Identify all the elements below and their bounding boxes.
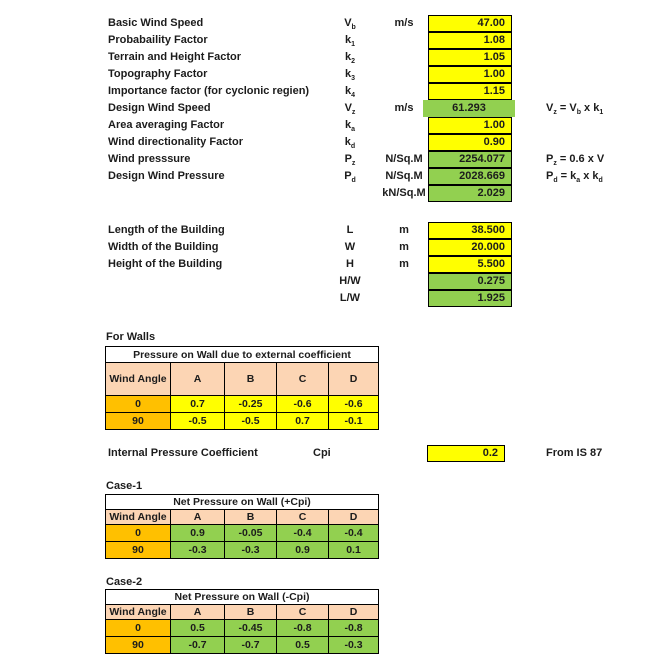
case2-net-pressure-table [105,589,379,654]
parameter-symbol: $k_2$ [344,51,356,65]
parameter-value-cell[interactable]: 2254.077 [428,151,512,168]
case1-header-a: A [171,510,225,525]
parameter-symbol: $k_1$ [344,34,356,48]
parameter-value-cell[interactable]: 1.925 [428,290,512,307]
walls-coef-cell[interactable]: -0.6 [277,396,329,413]
parameter-value-cell[interactable]: 1.05 [428,49,512,66]
parameter-symbol: $P_d$ [344,170,356,184]
parameter-symbol: L/W [339,292,361,304]
cpi-symbol: Cpi [313,447,331,459]
parameter-symbol: $V_z$ [344,102,356,116]
parameter-symbol: $k_a$ [344,119,356,133]
parameter-symbol: $P_z$ [344,153,356,167]
case2-angle-cell[interactable]: 0 [106,620,171,637]
parameter-row [0,134,660,151]
parameter-row [0,151,660,168]
parameter-row [0,256,660,273]
case2-value-cell[interactable]: -0.45 [225,620,277,637]
case2-angle-cell[interactable]: 90 [106,637,171,654]
parameter-label: Design Wind Speed [108,102,211,114]
parameter-label: Design Wind Pressure [108,170,225,182]
parameter-row [0,222,660,239]
case1-header-c: C [277,510,329,525]
parameter-unit: m [399,224,409,236]
parameter-unit: kN/Sq.M [382,187,426,199]
parameter-label: Basic Wind Speed [108,17,204,29]
parameter-symbol: H/W [339,275,361,287]
parameter-formula: $P_d = k_a$ x $k_d$ [546,170,603,184]
walls-angle-cell[interactable]: 90 [106,413,171,430]
case2-value-cell[interactable]: -0.8 [329,620,379,637]
parameter-unit: m/s [394,102,414,114]
case1-value-cell[interactable]: -0.4 [329,525,379,542]
parameter-value-cell[interactable]: 5.500 [428,256,512,273]
walls-coef-cell[interactable]: -0.5 [225,413,277,430]
walls-coef-cell[interactable]: -0.6 [329,396,379,413]
parameter-formula: $V_z = V_b$ x $k_1$ [546,102,604,116]
case1-value-cell[interactable]: -0.4 [277,525,329,542]
case1-table-title: Net Pressure on Wall (+Cpi) [106,495,379,510]
walls-coef-cell[interactable]: 0.7 [171,396,225,413]
walls-coef-cell[interactable]: -0.25 [225,396,277,413]
parameter-value-cell[interactable]: 38.500 [428,222,512,239]
parameter-value-cell[interactable]: 20.000 [428,239,512,256]
case1-header-d: D [329,510,379,525]
parameter-label: Wind presssure [108,153,191,165]
case1-section-label: Case-1 [106,480,143,492]
case2-section-label: Case-2 [106,576,143,588]
parameter-value-cell[interactable]: 2.029 [428,185,512,202]
case1-value-cell[interactable]: -0.3 [171,542,225,559]
parameter-label: Length of the Building [108,224,225,236]
parameter-row [0,168,660,185]
parameter-symbol: $k_4$ [344,85,356,99]
case1-value-cell[interactable]: 0.9 [277,542,329,559]
case2-header-wind-angle: Wind Angle [106,605,171,620]
case2-header-a: A [171,605,225,620]
walls-header-b: B [225,363,277,396]
case1-header-b: B [225,510,277,525]
walls-section-label: For Walls [106,331,156,343]
case2-value-cell[interactable]: 0.5 [277,637,329,654]
walls-header-c: C [277,363,329,396]
parameter-label: Probabaility Factor [108,34,208,46]
parameter-symbol: W [344,241,356,253]
parameter-value-cell[interactable]: 1.00 [428,66,512,83]
case2-value-cell[interactable]: -0.3 [329,637,379,654]
cpi-label: Internal Pressure Coefficient [108,447,258,459]
parameter-unit: m/s [394,17,414,29]
walls-coefficient-table [105,346,379,430]
parameter-value-cell[interactable]: 2028.669 [428,168,512,185]
parameter-value-cell[interactable]: 61.293 [423,100,515,117]
parameter-unit: m [399,241,409,253]
case1-net-pressure-table [105,494,379,559]
parameter-label: Width of the Building [108,241,219,253]
case1-value-cell[interactable]: 0.1 [329,542,379,559]
parameter-unit: N/Sq.M [385,170,423,182]
cpi-note: From IS 87 [546,447,603,459]
parameter-value-cell[interactable]: 0.275 [428,273,512,290]
parameter-label: Importance factor (for cyclonic regien) [108,85,310,97]
case2-value-cell[interactable]: 0.5 [171,620,225,637]
case1-value-cell[interactable]: -0.3 [225,542,277,559]
parameter-formula: $P_z = 0.6$ x V [546,153,605,167]
case1-value-cell[interactable]: -0.05 [225,525,277,542]
parameter-value-cell[interactable]: 1.08 [428,32,512,49]
parameter-label: Area averaging Factor [108,119,225,131]
walls-coef-cell[interactable]: -0.1 [329,413,379,430]
case2-header-c: C [277,605,329,620]
parameter-symbol: H [346,258,354,270]
parameter-unit: m [399,258,409,270]
walls-header-d: D [329,363,379,396]
case1-angle-cell[interactable]: 90 [106,542,171,559]
parameter-label: Topography Factor [108,68,208,80]
parameter-symbol: $V_b$ [344,17,356,31]
parameter-row [0,83,660,100]
parameter-row [0,32,660,49]
walls-table-title: Pressure on Wall due to external coefficient [106,347,379,363]
building-dimensions-section [0,222,660,307]
parameter-value-cell[interactable]: 1.15 [428,83,512,100]
parameter-row [0,49,660,66]
cpi-value-cell[interactable]: 0.2 [427,445,505,462]
walls-coef-cell[interactable]: -0.5 [171,413,225,430]
parameter-row [0,273,660,290]
case1-value-cell[interactable]: 0.9 [171,525,225,542]
parameter-value-cell[interactable]: 47.00 [428,15,512,32]
case2-value-cell[interactable]: -0.8 [277,620,329,637]
case1-header-wind-angle: Wind Angle [106,510,171,525]
parameter-symbol: $k_d$ [344,136,356,150]
parameter-symbol: $k_3$ [344,68,356,82]
case2-header-d: D [329,605,379,620]
parameter-row [0,185,660,202]
parameter-row [0,15,660,32]
parameter-label: Height of the Building [108,258,223,270]
case2-value-cell[interactable]: -0.7 [171,637,225,654]
walls-header-wind-angle: Wind Angle [106,363,171,396]
parameter-unit: N/Sq.M [385,153,423,165]
walls-angle-cell[interactable]: 0 [106,396,171,413]
parameter-label: Terrain and Height Factor [108,51,242,63]
case2-header-b: B [225,605,277,620]
parameter-row [0,66,660,83]
case1-angle-cell[interactable]: 0 [106,525,171,542]
parameter-row [0,100,660,117]
walls-coef-cell[interactable]: 0.7 [277,413,329,430]
parameter-row [0,117,660,134]
parameter-row [0,290,660,307]
case2-value-cell[interactable]: -0.7 [225,637,277,654]
parameter-value-cell[interactable]: 1.00 [428,117,512,134]
parameter-label: Wind directionality Factor [108,136,243,148]
case2-table-title: Net Pressure on Wall (-Cpi) [106,590,379,605]
parameter-row [0,239,660,256]
parameter-symbol: L [346,224,354,236]
parameter-value-cell[interactable]: 0.90 [428,134,512,151]
internal-pressure-row [0,445,660,462]
walls-header-a: A [171,363,225,396]
wind-parameters-section [0,15,660,202]
